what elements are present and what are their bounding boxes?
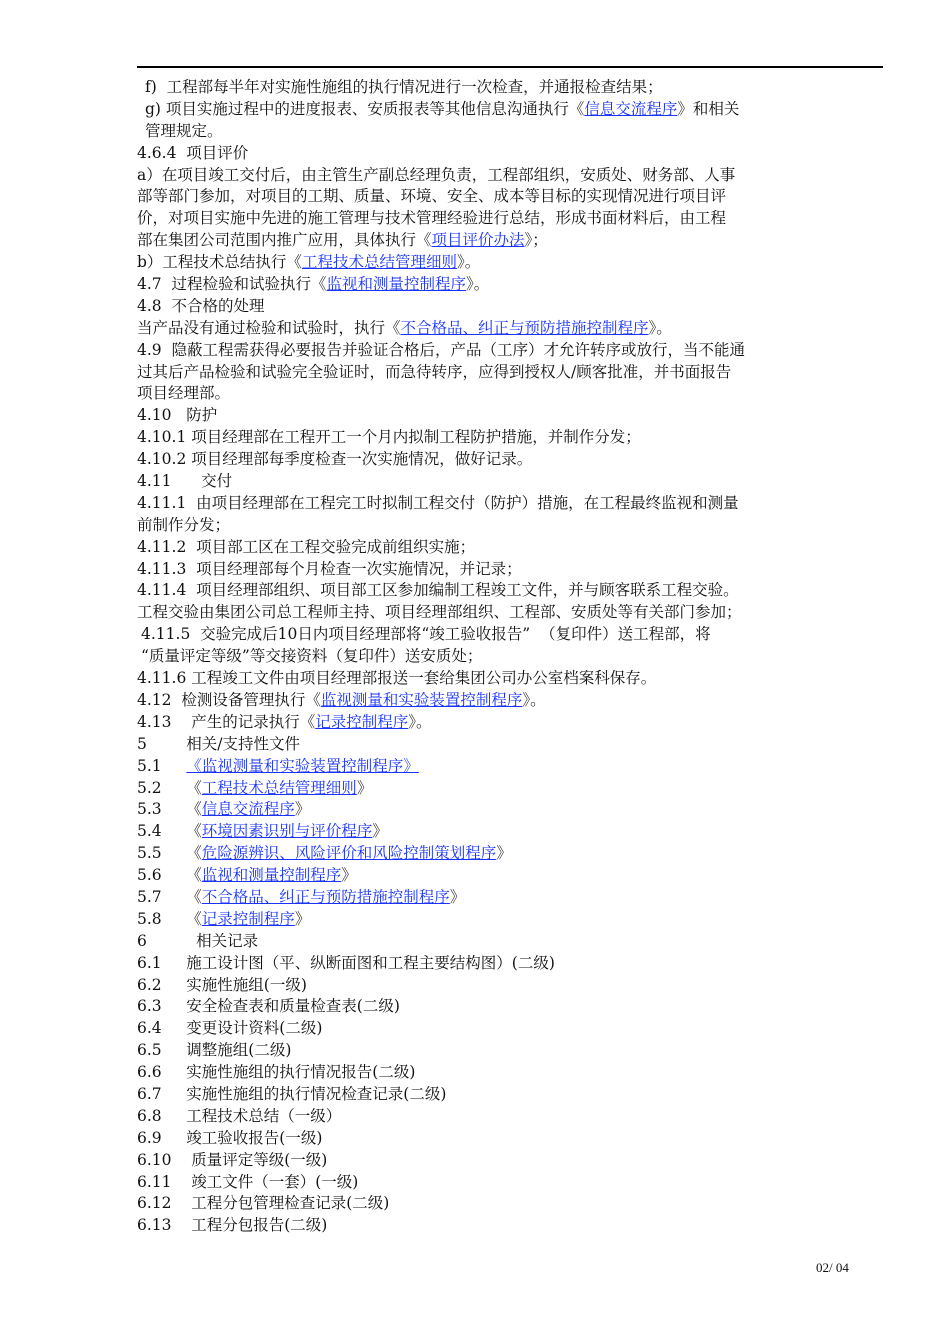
text-line <box>137 252 883 274</box>
line-text: 6.4 变更设计资料(二级) <box>137 1019 323 1038</box>
text-line <box>137 208 883 230</box>
document-link[interactable]: 项目评价办法 <box>431 231 525 250</box>
line-text: 6.2 实施性施组(一级) <box>137 975 307 994</box>
line-text-tail: 》 <box>341 866 357 885</box>
text-line <box>137 274 883 296</box>
text-line <box>137 1172 883 1194</box>
line-text: 管理规定。 <box>145 121 223 140</box>
line-text-tail: 》 <box>449 887 466 906</box>
line-text: 5.6 《 <box>137 866 202 885</box>
text-line <box>137 230 883 252</box>
line-text: 6.1 施工设计图（平、纵断面图和工程主要结构图）(二级) <box>137 953 555 972</box>
line-text: 4.11.1 由项目经理部在工程完工时拟制工程交付（防护）措施，在工程最终监视和测量 <box>137 493 739 512</box>
text-line <box>137 99 883 121</box>
document-link[interactable]: 监视和测量控制程序 <box>201 866 342 885</box>
document-link[interactable]: 危险源辨识、风险评价和风险控制策划程序 <box>201 844 497 863</box>
document-link[interactable]: 不合格品、纠正与预防措施控制程序 <box>201 887 450 906</box>
line-text: 前制作分发； <box>137 515 231 534</box>
text-line <box>137 1018 883 1040</box>
line-text: 6.10 质量评定等级(一级) <box>137 1150 328 1169</box>
line-text: 6.11 竣工文件（一套）(一级) <box>137 1172 359 1191</box>
text-line <box>137 909 883 931</box>
document-link[interactable]: 《监视测量和实验装置控制程序》 <box>186 756 419 775</box>
text-line <box>137 1128 883 1150</box>
line-text: 6.6 实施性施组的执行情况报告(二级) <box>137 1063 416 1082</box>
text-line <box>137 887 883 909</box>
line-text-tail: 》 <box>496 844 512 863</box>
line-text: 6.3 安全检查表和质量检查表(二级) <box>137 997 400 1016</box>
line-text: 5.3 《 <box>137 800 202 819</box>
text-line <box>137 690 883 712</box>
text-line <box>137 362 883 384</box>
line-text: a）在项目竣工交付后，由主管生产副总经理负责，工程部组织，安质处、财务部、人事 <box>137 165 736 184</box>
line-text: 6.8 工程技术总结（一级） <box>137 1106 342 1125</box>
document-link[interactable]: 记录控制程序 <box>201 909 295 928</box>
text-line <box>137 1150 883 1172</box>
line-text: 6 相关记录 <box>137 931 259 950</box>
line-text: 项目经理部。 <box>137 384 231 403</box>
line-text: 过其后产品检验和试验完全验证时，而急待转序，应得到授权人/顾客批准，并书面报告 <box>137 362 732 381</box>
text-line <box>137 318 883 340</box>
line-text: 4.11 交付 <box>137 472 233 491</box>
line-text: b）工程技术总结执行《 <box>137 253 302 272</box>
line-text: 6.13 工程分包报告(二级) <box>137 1216 328 1235</box>
line-text: 5.7 《 <box>137 887 202 906</box>
line-text: 工程交验由集团公司总工程师主持、项目经理部组织、工程部、安质处等有关部门参加； <box>137 603 742 622</box>
text-line <box>137 712 883 734</box>
line-text: 4.12 检测设备管理执行《 <box>137 690 321 709</box>
line-text: 6.9 竣工验收报告(一级) <box>137 1128 323 1147</box>
line-text: 5.4 《 <box>137 822 202 841</box>
text-line <box>137 1193 883 1215</box>
text-line <box>137 493 883 515</box>
line-text: 5.2 《 <box>137 778 202 797</box>
text-line <box>137 383 883 405</box>
text-line <box>137 449 883 471</box>
line-text: 4.11.3 项目经理部每个月检查一次实施情况，并记录； <box>137 559 522 578</box>
text-line <box>137 996 883 1018</box>
line-text-tail: 》 <box>294 909 311 928</box>
text-line <box>137 1040 883 1062</box>
line-text: 5 相关/支持性文件 <box>137 734 301 753</box>
header-rule <box>137 66 883 68</box>
document-body <box>137 77 883 1237</box>
text-line <box>137 734 883 756</box>
text-line <box>137 1106 883 1128</box>
text-line <box>137 1062 883 1084</box>
text-line <box>137 427 883 449</box>
line-text: 4.10 防护 <box>137 406 218 425</box>
text-line <box>137 559 883 581</box>
line-text: 6.5 调整施组(二级) <box>137 1041 292 1060</box>
document-link[interactable]: 不合格品、纠正与预防措施控制程序 <box>400 318 649 337</box>
line-text: 6.7 实施性施组的执行情况检查记录(二级) <box>137 1084 447 1103</box>
line-text: 4.11.4 项目经理部组织、项目部工区参加编制工程竣工文件，并与顾客联系工程交验。 <box>137 581 739 600</box>
line-text: 4.11.2 项目部工区在工程交验完成前组织实施； <box>137 537 476 556</box>
text-line <box>137 975 883 997</box>
page-number: 02/ 04 <box>816 1260 849 1275</box>
line-text: f) 工程部每半年对实施性施组的执行情况进行一次检查，并通报检查结果； <box>145 78 663 96</box>
text-line <box>137 778 883 800</box>
document-link[interactable]: 记录控制程序 <box>315 712 409 731</box>
line-text: 部在集团公司范围内推广应用，具体执行《 <box>137 231 432 250</box>
line-text: 价，对项目实施中先进的施工管理与技术管理经验进行总结，形成书面材料后，由工程 <box>137 209 727 228</box>
line-text: 4.6.4 项目评价 <box>137 143 249 162</box>
document-link[interactable]: 工程技术总结管理细则 <box>301 253 457 272</box>
line-text-tail: 》。 <box>466 275 490 294</box>
text-line <box>137 165 883 187</box>
line-text-tail: 》和相关 <box>677 99 740 118</box>
text-line <box>137 186 883 208</box>
text-line <box>137 865 883 887</box>
line-text-tail: 》； <box>524 231 548 250</box>
text-line <box>137 121 883 143</box>
document-link[interactable]: 监视测量和实验装置控制程序 <box>320 690 523 709</box>
text-line <box>137 1215 883 1237</box>
text-line <box>137 624 883 646</box>
text-line <box>137 953 883 975</box>
text-line <box>137 296 883 318</box>
document-link[interactable]: 监视和测量控制程序 <box>326 275 467 294</box>
line-text: 4.10.1 项目经理部在工程开工一个月内拟制工程防护措施，并制作分发； <box>137 428 641 447</box>
text-line <box>137 602 883 624</box>
document-link[interactable]: 工程技术总结管理细则 <box>201 778 357 797</box>
text-line <box>137 931 883 953</box>
text-line <box>137 799 883 821</box>
line-text: 5.5 《 <box>137 844 202 863</box>
text-line <box>137 668 883 690</box>
line-text: 部等部门参加，对项目的工期、质量、环境、安全、成本等目标的实现情况进行项目评 <box>137 187 727 206</box>
line-text: 4.8 不合格的处理 <box>137 296 265 315</box>
line-text-tail: 》 <box>294 800 311 819</box>
line-text: “质量评定等级”等交接资料（复印件）送安质处； <box>141 647 483 666</box>
text-line <box>137 756 883 778</box>
line-text-tail: 》。 <box>648 318 672 337</box>
text-line <box>137 537 883 559</box>
line-text: 6.12 工程分包管理检查记录(二级) <box>137 1194 390 1213</box>
line-text: 4.7 过程检验和试验执行《 <box>137 275 327 294</box>
line-text: 当产品没有通过检验和试验时，执行《 <box>137 318 401 337</box>
text-line <box>137 471 883 493</box>
line-text: 4.11.5 交验完成后10日内项目经理部将“竣工验收报告” （复印件）送工程部，将 <box>141 625 711 644</box>
line-text-tail: 》。 <box>408 712 432 731</box>
line-text: 4.13 产生的记录执行《 <box>137 712 316 731</box>
line-text: g) 项目实施过程中的进度报表、安质报表等其他信息沟通执行《 <box>145 99 585 118</box>
line-text: 4.11.6 工程竣工文件由项目经理部报送一套给集团公司办公室档案科保存。 <box>137 669 657 688</box>
text-line <box>137 1084 883 1106</box>
document-link[interactable]: 信息交流程序 <box>201 800 295 819</box>
text-line <box>137 77 883 99</box>
line-text-tail: 》。 <box>456 253 481 272</box>
line-text-tail: 》。 <box>522 690 546 709</box>
document-link[interactable]: 环境因素识别与评价程序 <box>201 822 373 841</box>
text-line <box>137 843 883 865</box>
line-text: 5.1 <box>137 756 187 775</box>
text-line <box>137 143 883 165</box>
text-line <box>137 515 883 537</box>
text-line <box>137 821 883 843</box>
text-line <box>137 340 883 362</box>
text-line <box>137 405 883 427</box>
line-text-tail: 》 <box>356 778 373 797</box>
line-text: 4.10.2 项目经理部每季度检查一次实施情况，做好记录。 <box>137 450 533 469</box>
text-line <box>137 646 883 668</box>
line-text: 4.9 隐蔽工程需获得必要报告并验证合格后，产品（工序）才允许转序或放行，当不能通 <box>137 340 746 359</box>
line-text-tail: 》 <box>372 822 388 841</box>
document-link[interactable]: 信息交流程序 <box>584 99 678 118</box>
text-line <box>137 580 883 602</box>
line-text: 5.8 《 <box>137 909 202 928</box>
